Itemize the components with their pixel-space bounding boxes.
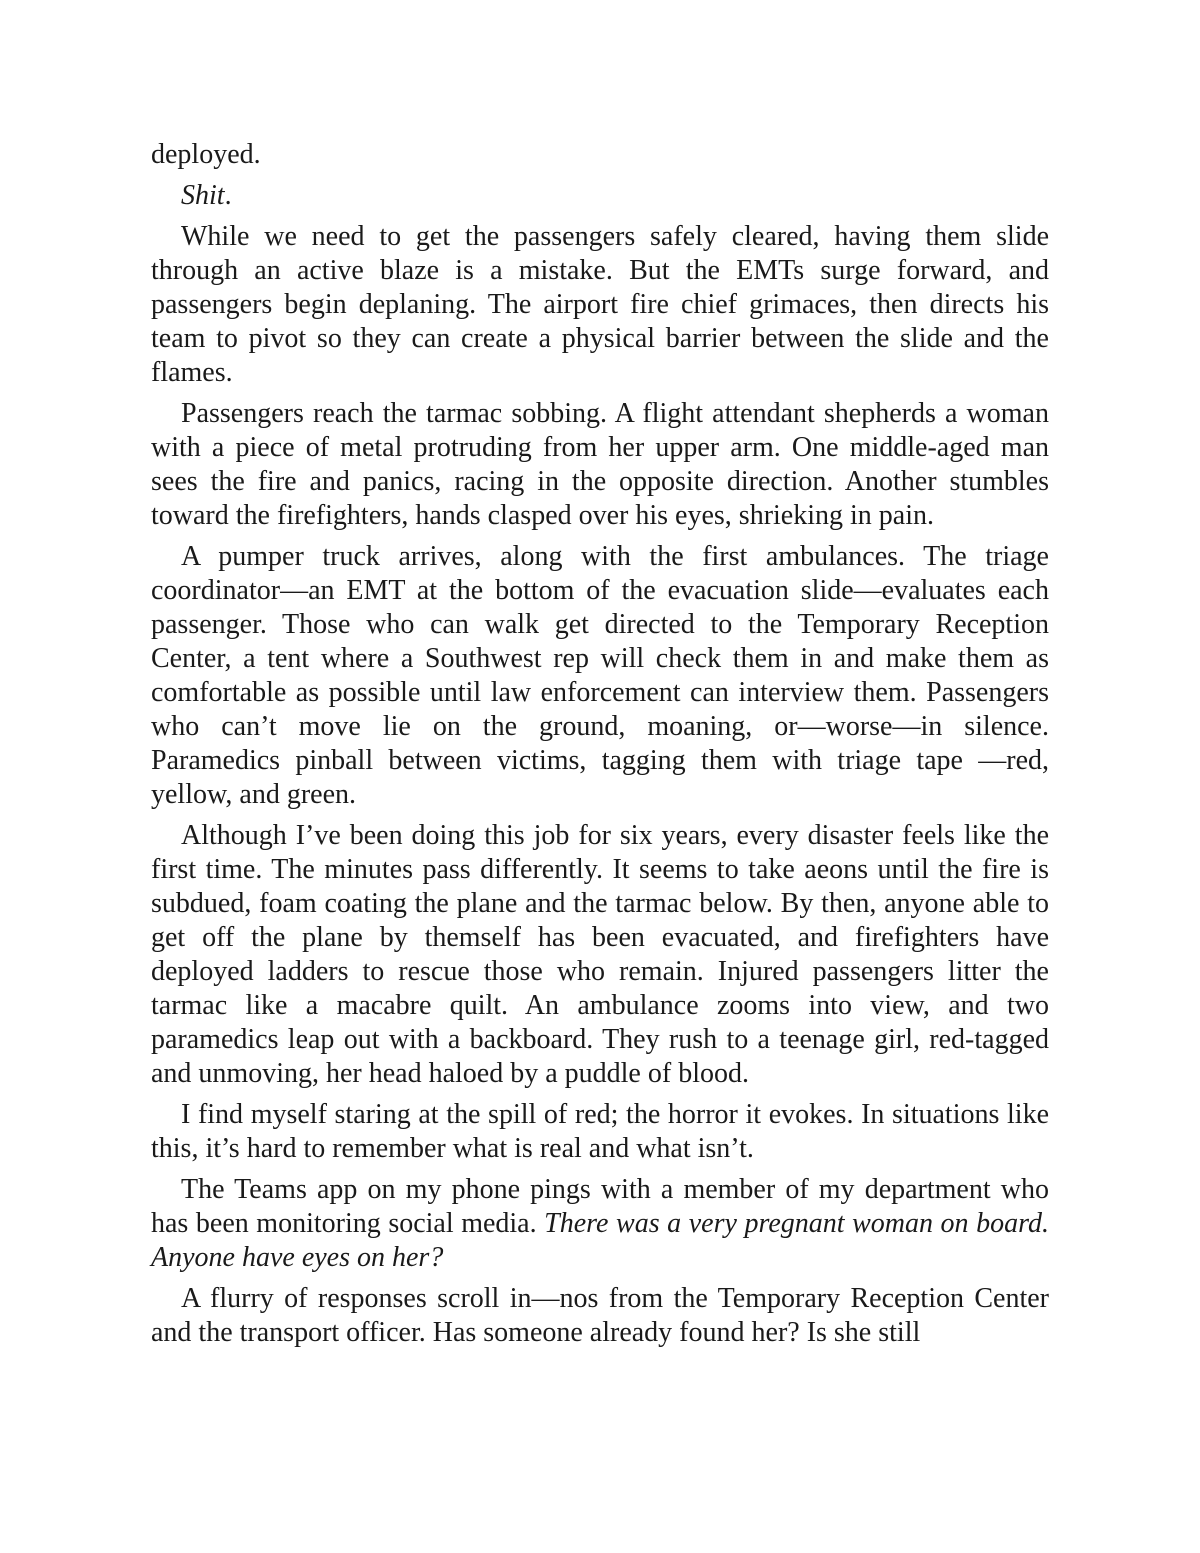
text-segment: A flurry of responses scroll in—nos from the Temporary Reception Center and the transport officer. Has someone already found her? Is she still bbox=[151, 1283, 1049, 1348]
paragraph-flurry-responses bbox=[151, 1282, 1049, 1350]
paragraph-pumper-truck bbox=[151, 540, 1049, 812]
paragraph-passengers-tarmac bbox=[151, 397, 1049, 533]
text-segment: I find myself staring at the spill of red; the horror it evokes. In situations like this, it’s hard to remember what is real and what isn’t. bbox=[151, 1099, 1049, 1164]
text-segment: A pumper truck arrives, along with the first ambulances. The triage coordinator—an EMT at the bottom of the evacuation slide—evaluates each passenger. Those who can walk get directed to the Temporary Reception Center, a tent where a Southwest rep will check them in and make them as comfortable as possible until law enforcement can interview them. Passengers who can’t move lie on the ground, moaning, or—worse—in silence. Paramedics pinball between victims, tagging them with triage tape —red, yellow, and green. bbox=[151, 541, 1049, 810]
italic-segment: There was a very pregnant woman on board. Anyone have eyes on her? bbox=[151, 1208, 1049, 1273]
paragraph-spill-of-red bbox=[151, 1098, 1049, 1166]
paragraph-continuation bbox=[151, 138, 1049, 172]
page-body bbox=[151, 138, 1049, 1357]
text-segment: deployed. bbox=[151, 139, 261, 170]
paragraph-slide-blaze bbox=[151, 220, 1049, 390]
paragraph-six-years bbox=[151, 819, 1049, 1091]
italic-segment: Shit bbox=[181, 180, 225, 211]
text-segment: . bbox=[224, 180, 232, 211]
text-segment: The Teams app on my phone pings with a member of my department who has been monitoring social media. bbox=[151, 1174, 1049, 1239]
text-segment: Although I’ve been doing this job for six years, every disaster feels like the first time. The minutes pass differently. It seems to take aeons until the fire is subdued, foam coating the plane and the tarmac below. By then, anyone able to get off the plane by themself has been evacuated, and firefighters have deployed ladders to rescue those who remain. Injured passengers litter the tarmac like a macabre quilt. An ambulance zooms into view, and two paramedics leap out with a backboard. They rush to a teenage girl, red-tagged and unmoving, her head haloed by a puddle of blood. bbox=[151, 820, 1049, 1089]
text-segment: While we need to get the passengers safely cleared, having them slide through an active blaze is a mistake. But the EMTs surge forward, and passengers begin deplaning. The airport fire chief grimaces, then directs his team to pivot so they can create a physical barrier between the slide and the flames. bbox=[151, 221, 1049, 388]
text-segment: Passengers reach the tarmac sobbing. A flight attendant shepherds a woman with a piece of metal protruding from her upper arm. One middle-aged man sees the fire and panics, racing in the opposite direction. Another stumbles toward the firefighters, hands clasped over his eyes, shrieking in pain. bbox=[151, 398, 1049, 531]
paragraph-exclamation bbox=[151, 179, 1049, 213]
paragraph-teams-app bbox=[151, 1173, 1049, 1275]
